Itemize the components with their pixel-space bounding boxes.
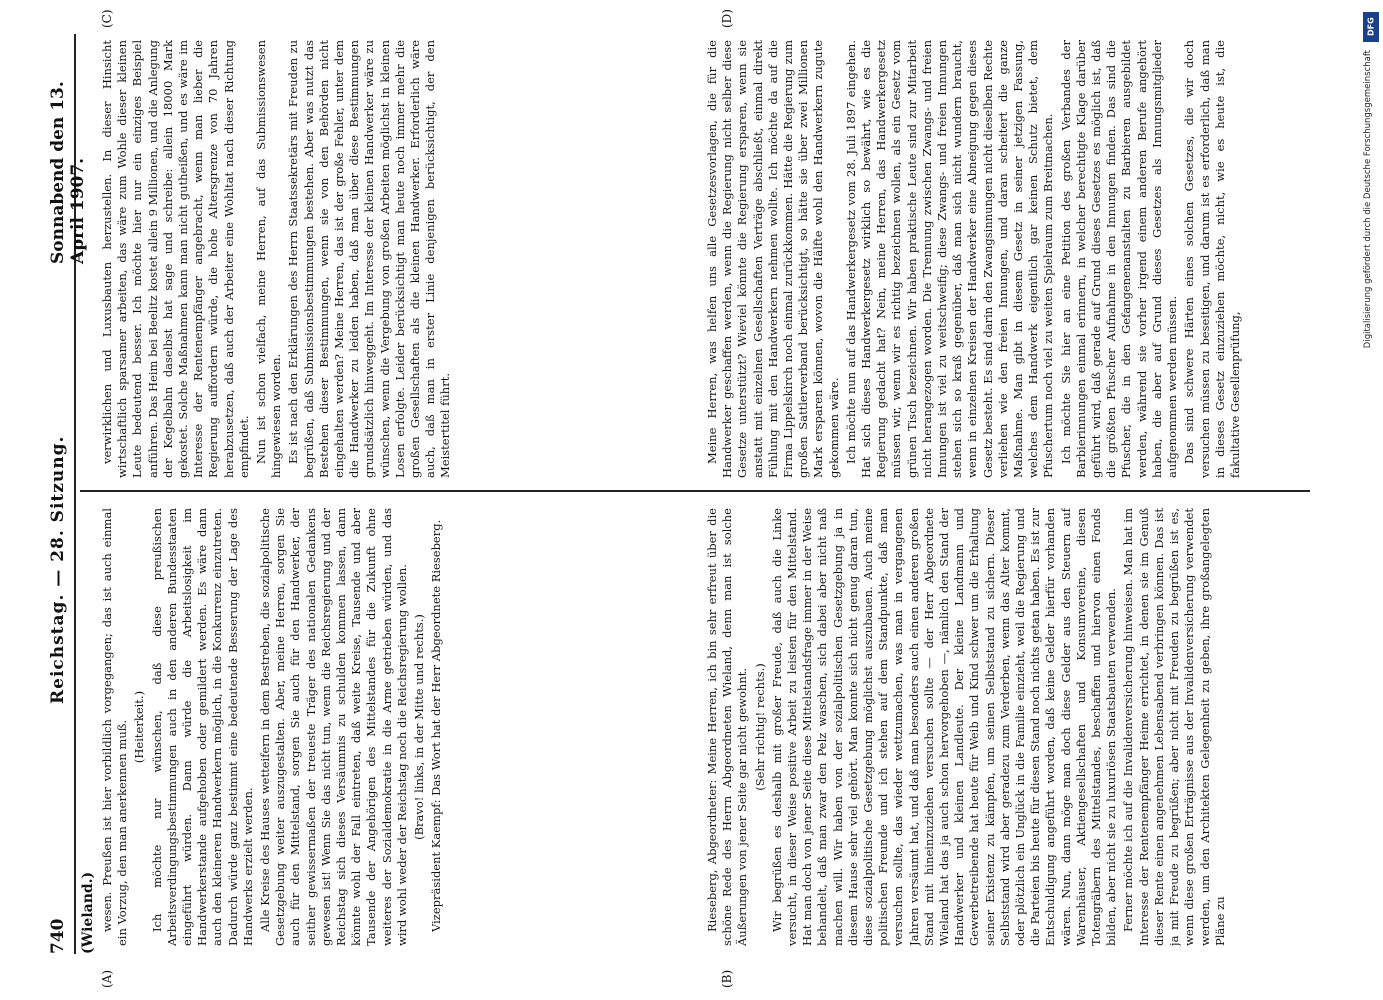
left-column-bottom xyxy=(705,508,1315,946)
column-divider xyxy=(80,490,1310,492)
paragraph: Es ist nach den Erklärungen des Herrn Staatssekretärs mit Freuden zu begrüßen, daß Submissionsbestimmungen bestehen. Aber was nutzt das Bestehen dieser Bestimmungen, wenn sie von den Behörden nicht eingehalten werden? Meine Herren, das ist der große Fehler, unter dem die Handwerker zu leiden haben, daß man über diese Bestimmungen grundsätzlich hinweggeht. Im Interesse der kleinen Handwerker wäre zu wünschen, wenn die Vergebung von großen Arbeiten möglichst in kleinen Losen erfolgte. Leider berücksichtigt man heute noch immer mehr die großen Gesellschaften als die kleinen Handwerker. Erforderlich wäre auch, daß man in erster Linie denjenigen berücksichtigt, der den Meistertitel führt. xyxy=(286,40,453,478)
session-title: Reichstag. — 28. Sitzung. xyxy=(48,435,68,704)
paragraph: Ich möchte Sie hier an eine Petition des großen Verbandes der Barbierinnungen einmal erinnern, in welcher berechtigte Klage darüber geführt wird, daß gerade auf Grund dieses Gesetzes es möglich ist, daß die größten Pfuscher Aufnahme in den Innungen finden. Das sind die Pfuscher, die in den Gefangenenanstalten zu Barbieren ausgebildet werden, während sie vorher irgend einem anderen Berufe angehört haben, die aber auf Grund dieses Gesetzes als Innungsmitglieder aufgenommen werden müssen. xyxy=(1058,40,1180,478)
paragraph: Wir begrüßen es deshalb mit großer Freude, daß auch die Linke versucht, in dieser Weise positive Arbeit zu leisten für den Mittelstand. Hat man doch von jener Seite diese Mittelstandsfrage immer in der Weise behandelt, daß man zwar den Pelz waschen, sich dabei aber nicht naß machen will. Wir haben von der sozialpolitischen Gesetzgebung ja in diesem Hause sehr viel gehört. Man konnte sich nicht genug daran tun, diese sozialpolitische Gesetzgebung möglichst auszubauen. Auch meine politischen Freunde und ich stehen auf dem Standpunkte, daß man versuchen sollte, das wieder wettzumachen, was man in vergangenen Jahren versäumt hat, und daß man besonders auch einen anderen großen Stand mit hineinzuziehen versuchen sollte — der Herr Abgeordnete Wieland hat das ja auch schon hervorgehoben —, nämlich den Stand der Handwerker und kleinen Landleute. Der kleine Landmann und Gewerbetreibende hat heute für Weib und Kind schwer um die Erhaltung seiner Existenz zu kämpfen, um seinen Selbststand zu sichern. Dieser Selbststand wird aber geradezu zum Verderben, wenn das Alter kommt, oder plötzlich ein Unglück in die Familie einzieht, weil die Regierung und die Parteien bis heute für diesen Stand noch nichts getan haben. Es ist zur Entschuldigung angeführt worden, daß keine Gelder hierfür vorhanden wären. Nun, dann möge man doch diese Gelder aus den Steuern auf Warenhäuser, Aktiengesellschaften und Konsumvereine, diesen Totengräbern des Mittelstandes, beschaffen und hiervon einen Fonds bilden, aber nicht sie zu luxuriösen Staatsbauten verwenden. xyxy=(769,508,1119,946)
credit-text: Digitalisierung gefördert durch die Deutsche Forschungsgemeinschaft xyxy=(1363,50,1373,349)
interjection: (Sehr richtig! rechts.) xyxy=(752,663,767,791)
paragraph: Ich möchte nun auf das Handwerkergesetz vom 28. Juli 1897 eingehen. Hat sich dieses Handwerkergesetz wirklich so bewährt, wie es die Regierung gedacht hat? Nein, meine Herren, das Handwerkergesetz müssen wir, wenn wir es richtig bezeichnen wollen, als ein Gesetz vom grünen Tisch bezeichnen. Wir haben praktische Leute sind zur Mitarbeit nicht herangezogen worden. Die Trennung zwischen Zwangs- und freien Innungen ist viel zu weitschweifig; diese Zwangs- und freien Innungen stehen sich so kraß gegenüber, daß man sich nicht wundern braucht, wenn in einzelnen Kreisen der Handwerker eine Abneigung gegen dieses Gesetz besteht. Es sind darin den Zwangsinnungen nicht dieselben Rechte verliehen wie den freien Innungen, und daran scheitert die ganze Maßnahme. Man gibt in diesem Gesetz in seiner jetzigen Fassung, welches dem Handwerk eigentlich gar keinen Schutz bietet, dem Pfuschertum noch viel zu weiten Spielraum zum Breitmachen. xyxy=(843,40,1056,478)
page-number: 740 xyxy=(48,918,68,954)
session-date: Sonnabend den 13. April 1907. xyxy=(48,81,88,264)
digitization-credit xyxy=(1361,10,1381,1000)
paragraph: Das sind schwere Härten eines solchen Gesetzes, die wir doch versuchen müssen zu beseitigen, und darum ist es erforderlich, daß man in dieses Gesetz einzuziehen möchte, nicht, wie es heute ist, die fakultative Gesellenprüfung, xyxy=(1182,40,1242,478)
paragraph: Vizepräsident Kaempf: Das Wort hat der Herr Abgeordnete Rieseberg. xyxy=(429,519,444,932)
paragraph: verwirklichen und Luxusbauten herzustellen. In dieser Hinsicht wirtschaftlich sparsamer arbeiten, das wäre zum Wohle dieser kleinen Leute bedeutend besser. Ich möchte hier nur ein einziges Beispiel anführen. Das Heim bei Beelitz kostet allein 9 Millionen, und die Anlegung der Kegelbahn daselbst hat sage und schreibe: allein 18000 Mark gekostet. Solche Maßnahmen kann man nicht gutheißen, und es wäre im Interesse der Rentenempfänger angebracht, wenn man lieber die Regierung auffordern würde, die hohe Altersgrenze von 70 Jahren herabzusetzen, daß auch der Arbeiter eine Wohltat nach dieser Richtung empfindet. xyxy=(100,40,251,478)
paragraph: Meine Herren, was helfen uns alle Gesetzesvorlagen, die für die Handwerker geschaffen werden, wenn die Regierung nicht selber diese Gesetze unterstützt? Wieviel könnte die Regierung ersparen, wenn sie anstatt mit einzelnen Gesellschaften Verträge abschließt, einmal direkt Fühlung mit den Handwerkern nehmen wollte. Ich möchte da auf die Firma Lippelskirch noch einmal zurückkommen. Hätte die Regierung zum großen Sattlerverband berücksichtigt, so hätte sie über zwei Millionen Mark ersparen können, wovon die Hälfte wohl den Handwerkern zugute gekommen wäre. xyxy=(705,40,841,478)
page-body xyxy=(40,9,1320,988)
paragraph: Nun ist schon vielfach, meine Herren, auf das Submissionswesen hingewiesen worden. xyxy=(254,40,284,478)
left-column-top xyxy=(100,508,700,946)
margin-letter-b: (B) xyxy=(720,969,734,988)
interjection: (Bravo! links, in der Mitte und rechts.) xyxy=(412,614,427,840)
right-column-top xyxy=(100,40,700,478)
paragraph: Ferner möchte ich auf die Invalidenversicherung hinweisen. Man hat im Interesse der Rentenempfänger Heime errichtet, in denen sie im Genuß dieser Rente einen angenehmen Lebensabend verbringen können. Das ist ja mit Freude zu begrüßen; aber nicht mit Freuden zu begrüßen ist es, wenn diese großen Erträgnisse aus der Invalidenversicherung verwendet werden, um den Architekten Gelegenheit zu geben, ihre großangelegten Pläne zu xyxy=(1121,508,1227,946)
paragraph: wesen. Preußen ist hier vorbildlich vorgegangen; das ist auch einmal ein Vorzug, den man anerkennen muß. xyxy=(100,508,130,946)
margin-letter-d: (D) xyxy=(720,9,734,28)
paragraph: Rieseberg, Abgeordneter: Meine Herren, ich bin sehr erfreut über die schöne Rede des Herrn Abgeordneten Wieland, denn man ist solche Äußerungen von jener Seite gar nicht gewohnt. xyxy=(705,508,750,946)
margin-letter-a: (A) xyxy=(100,969,114,988)
margin-letter-c: (C) xyxy=(100,9,114,28)
speaker-tag: (Wieland.) xyxy=(80,871,96,954)
right-column-bottom xyxy=(705,40,1315,478)
interjection: (Heiterkeit.) xyxy=(132,690,147,764)
paragraph: Ich möchte nur wünschen, daß diese preußischen Arbeitsverdingungsbestimmungen auch in den anderen Bundesstaaten eingeführt würden. Dann würde die Arbeitslosigkeit im Handwerkerstande aufgehoben oder gemildert werden. Es wäre dann auch den kleineren Handwerkern möglich, in die Konkurrenz einzutreten. Dadurch würde ganz bestimmt eine bedeutende Besserung der Lage des Handwerks erzielt werden. xyxy=(149,508,255,946)
dfg-logo: DFG xyxy=(1363,12,1379,42)
paragraph: Alle Kreise des Hauses wetteifern in dem Bestreben, die sozialpolitische Gesetzgebung weiter auszugestalten. Aber, meine Herren, sorgen Sie auch für den Mittelstand, sorgen Sie auch für den Handwerker, der seither gewissermaßen der treueste Träger des nationalen Gedankens gewesen ist! Wenn Sie das nicht tun, wenn die Reichsregierung und der Reichstag sich dieses Versäumnis zu schulden kommen lassen, dann könnte wohl der Fall eintreten, daß weite Kreise, Tausende und aber Tausende der Angehörigen des Mittelstandes für die Zukunft ohne weiteres der Sozialdemokratie in die Arme getrieben würden, und das wird wohl weder der Reichstag noch die Reichsregierung wollen. xyxy=(258,508,409,946)
